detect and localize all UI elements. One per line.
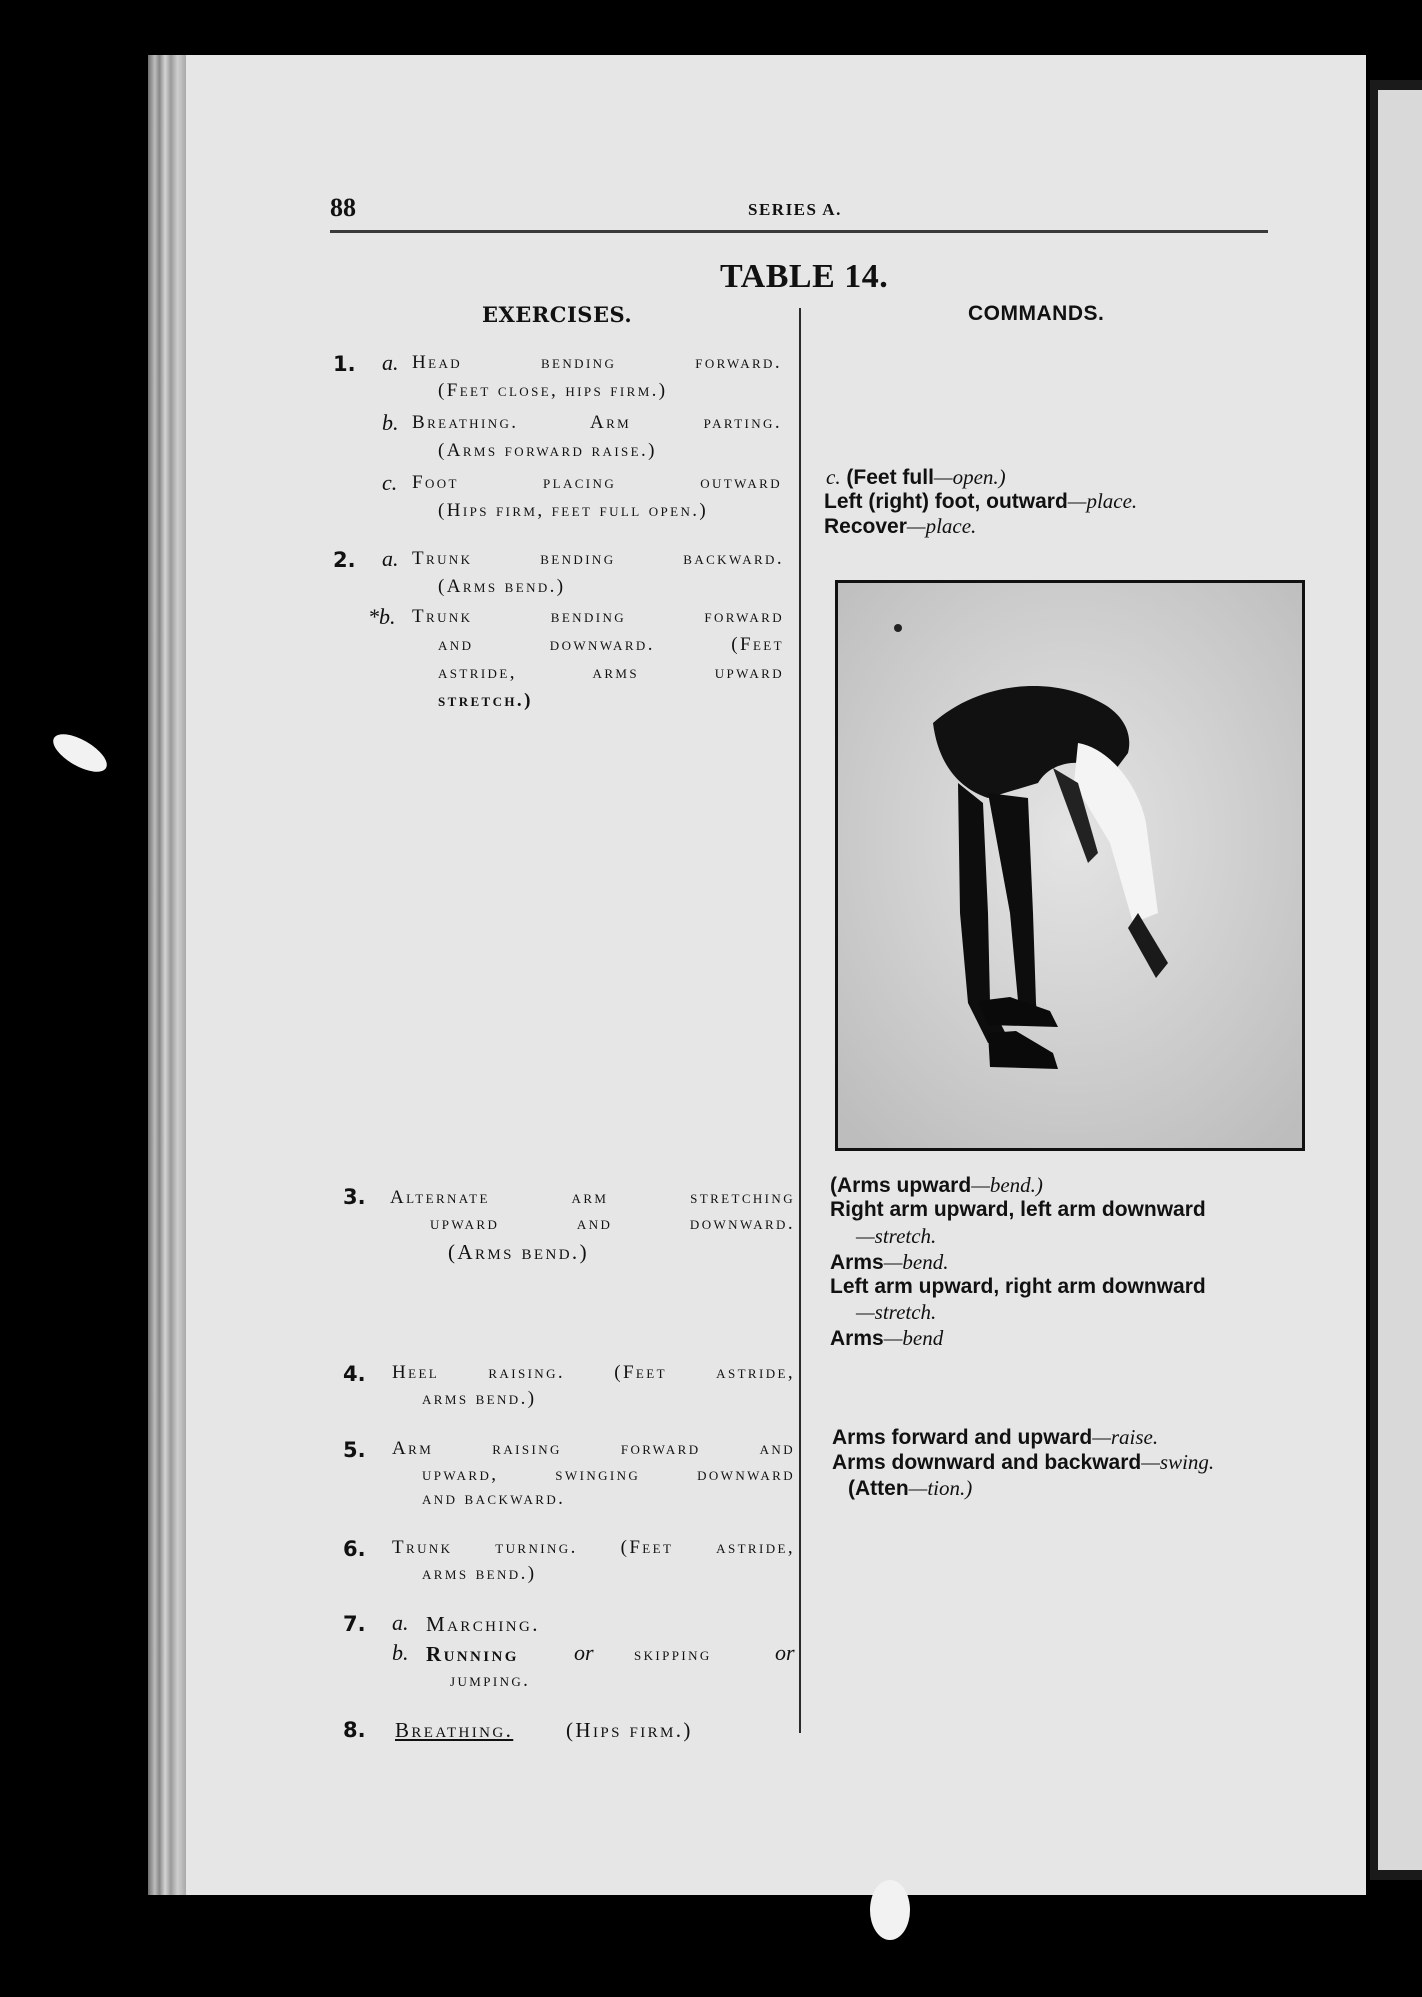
command-text: (Arms upward [830,1174,972,1197]
scan-speck [48,727,113,780]
person-bending-forward-icon [838,583,1302,1148]
command-letter: c. [826,465,841,489]
exercise-position: (Hips firm, feet full open.) [438,500,709,521]
command-text: Recover [824,515,907,538]
exercise-text: jumping. [450,1670,531,1691]
exercise-text: stretch.) [438,690,533,711]
header-rule [330,230,1268,233]
commands-heading: COMMANDS. [968,302,1105,325]
command-cue: —swing. [1141,1450,1215,1474]
exercise-position: (Arms forward raise.) [438,440,657,461]
command-cue: —bend [883,1326,944,1350]
command-line [830,1250,948,1275]
exercise-number: 4. [343,1362,366,1386]
command-line [824,514,976,539]
exercise-number: 7. [343,1612,366,1636]
exercise-text: and downward. (Feet [438,634,784,655]
next-page-sliver [1378,90,1422,1870]
exercise-text: Alternate arm stretching [390,1187,795,1208]
command-cue: —stretch. [856,1224,937,1248]
command-text: Arms [830,1251,884,1274]
exercise-letter: b. [382,410,399,435]
exercise-photo [835,580,1305,1151]
command-line [826,465,1006,490]
exercise-text: Trunk bending backward. [412,548,784,569]
exercise-text: Marching. [426,1612,540,1636]
exercise-number: 2. [333,548,356,572]
exercise-letter: a. [382,546,399,571]
exercise-number: 5. [343,1438,366,1462]
exercise-text: skipping [634,1644,712,1665]
exercise-text: Arm raising forward and [392,1438,795,1459]
exercise-position: (Arms bend.) [438,576,566,597]
exercise-text: Breathing. Arm parting. [412,412,782,433]
command-cue: —tion.) [908,1476,973,1500]
exercise-text: and backward. [422,1488,566,1509]
exercise-text: upward, swinging downward [422,1464,795,1485]
exercise-position: arms bend.) [422,1388,537,1409]
exercise-position: arms bend.) [422,1563,537,1584]
exercise-letter: a. [382,350,399,375]
command-text: (Feet full [846,466,934,489]
command-text: Arms [830,1327,884,1350]
column-divider [799,308,801,1733]
command-text: (Atten [848,1477,909,1500]
command-line [830,1326,943,1351]
command-cue: —place. [1067,489,1138,513]
command-cue: —stretch. [856,1300,937,1324]
exercise-text: Trunk bending forward [412,606,784,627]
command-line: Left arm upward, right arm downward [830,1275,1206,1298]
exercise-position: (Arms bend.) [448,1240,589,1264]
command-line [824,489,1137,514]
exercise-text: astride, arms upward [438,662,784,683]
exercise-number: 3. [343,1185,366,1209]
scan-speck [870,1880,910,1940]
command-line [832,1450,1214,1475]
exercise-text: upward and downward. [430,1213,795,1234]
exercise-letter: a. [392,1610,409,1635]
exercise-conjunction: or [574,1640,594,1665]
command-line [848,1476,972,1501]
table-title: TABLE 14. [720,258,889,295]
exercises-heading: EXERCISES. [482,302,633,327]
exercise-number: 6. [343,1537,366,1561]
running-title: SERIES A. [748,200,842,219]
exercise-position: (Hips firm.) [566,1718,693,1742]
exercise-text: Trunk turning. (Feet astride, [392,1537,795,1558]
exercise-position: (Feet close, hips firm.) [438,380,668,401]
command-cue: —bend. [883,1250,949,1274]
exercise-letter: c. [382,470,398,495]
command-text: Arms forward and upward [832,1426,1093,1449]
exercise-letter: b. [392,1640,409,1665]
exercise-text: Breathing. [395,1718,514,1742]
exercise-conjunction: or [775,1640,795,1665]
command-text: Arms downward and backward [832,1451,1142,1474]
exercise-number: 8. [343,1718,366,1742]
command-cue: —bend.) [971,1173,1043,1197]
command-cue: —open.) [933,465,1006,489]
exercise-text: Foot placing outward [412,472,782,493]
page-number: 88 [330,193,356,222]
exercise-letter: *b. [368,604,396,629]
command-line: Right arm upward, left arm downward [830,1198,1206,1221]
command-text: Left (right) foot, outward [824,490,1068,513]
exercise-text: Running [426,1642,519,1666]
exercise-number: 1. [333,352,356,376]
command-line [832,1425,1158,1450]
command-cue: —place. [906,514,977,538]
exercise-text: Head bending forward. [412,352,782,373]
book-spine [148,55,186,1895]
command-cue: —raise. [1092,1425,1159,1449]
exercise-text: Heel raising. (Feet astride, [392,1362,795,1383]
command-line [830,1173,1043,1198]
